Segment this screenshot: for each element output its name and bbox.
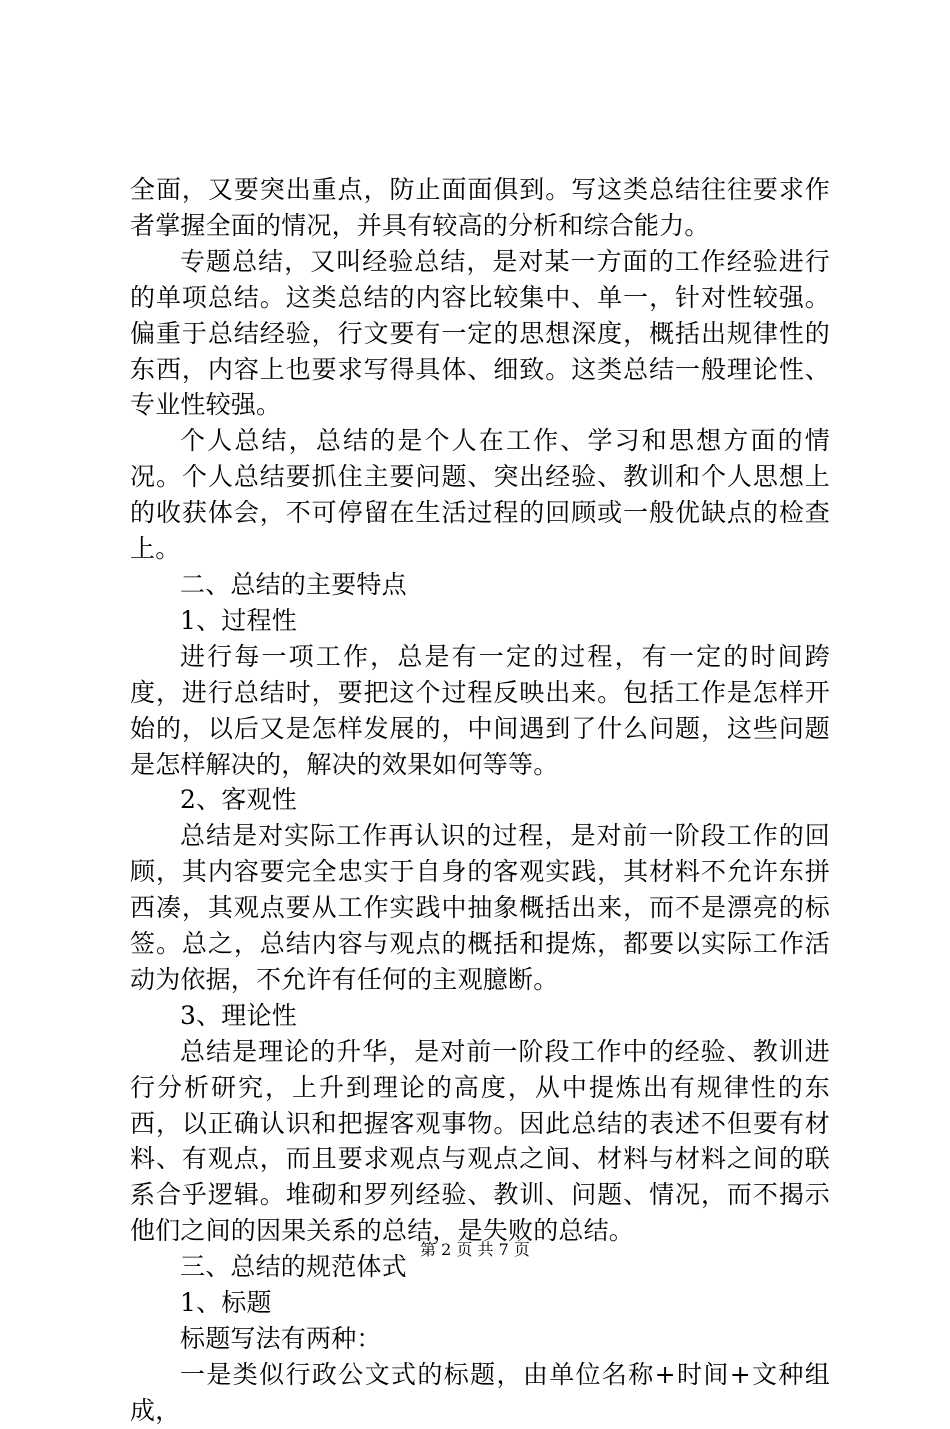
- paragraph: 一是类似行政公文式的标题，由单位名称+时间+文种组成，: [130, 1359, 830, 1425]
- paragraph: 个人总结，总结的是个人在工作、学习和思想方面的情况。个人总结要抓住主要问题、突出经验、教训和个人思想上的收获体会，不可停留在生活过程的回顾或一般优缺点的检查上。: [130, 426, 830, 564]
- subsection-heading: 1、标题: [180, 1288, 272, 1318]
- paragraph: 进行每一项工作，总是有一定的过程，有一定的时间跨度，进行总结时，要把这个过程反映出来。包括工作是怎样开始的，以后又是怎样发展的，中间遇到了什么问题，这些问题是怎样解决的，解决的效果如何等等。: [130, 641, 830, 779]
- paragraph: 全面，又要突出重点，防止面面俱到。写这类总结往往要求作者掌握全面的情况，并具有较高的分析和综合能力。: [130, 175, 830, 240]
- paragraph: 总结是理论的升华，是对前一阶段工作中的经验、教训进行分析研究，上升到理论的高度，从中提炼出有规律性的东西，以正确认识和把握客观事物。因此总结的表述不但要有材料、有观点，而且要求观点与观点之间、材料与材料之间的联系合乎逻辑。堆砌和罗列经验、教训、问题、情况，而不揭示他们之间的因果关系的总结，是失败的总结。: [130, 1036, 830, 1246]
- paragraph: 专题总结，又叫经验总结，是对某一方面的工作经验进行的单项总结。这类总结的内容比较集中、单一，针对性较强。偏重于总结经验，行文要有一定的思想深度，概括出规律性的东西，内容上也要求写得具体、细致。这类总结一般理论性、专业性较强。: [130, 246, 830, 420]
- page-footer: [0, 1240, 950, 1260]
- paragraph: 标题写法有两种：: [180, 1324, 382, 1353]
- subsection-heading: 2、客观性: [180, 785, 297, 815]
- subsection-heading: 3、理论性: [180, 1000, 297, 1030]
- paragraph: 总结是对实际工作再认识的过程，是对前一阶段工作的回顾，其内容要完全忠实于自身的客观实践，其材料不允许东拼西凑，其观点要从工作实践中抽象概括出来，而不是漂亮的标签。总之，总结内容与观点的概括和提炼，都要以实际工作活动为依据，不允许有任何的主观臆断。: [130, 821, 830, 994]
- section-heading: 二、总结的主要特点: [180, 569, 407, 599]
- subsection-heading: 1、过程性: [180, 605, 297, 635]
- page-number-label: 第 2 页 共 7 页: [420, 1240, 530, 1259]
- section-heading: 三、总结的规范体式: [180, 1252, 407, 1282]
